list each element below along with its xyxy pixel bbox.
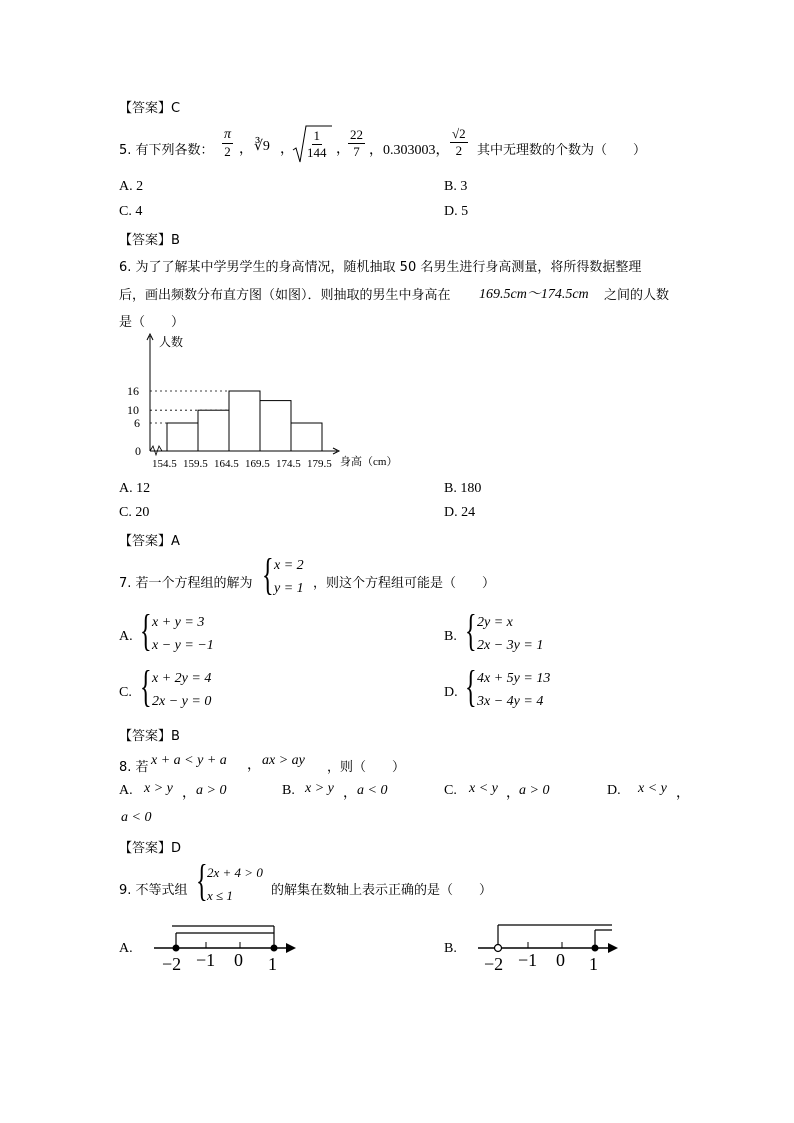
- q6-option-b[interactable]: B. 180: [444, 481, 482, 496]
- q8-option-b-c1[interactable]: x > y: [305, 781, 334, 796]
- sep: ，: [239, 142, 253, 157]
- q8-option-c-label[interactable]: C.: [444, 783, 457, 798]
- y-tick-label: 16: [127, 384, 139, 398]
- q6-option-d[interactable]: D. 24: [444, 505, 476, 520]
- q8-prefix: 8. 若: [119, 760, 149, 775]
- q8-option-a-c2[interactable]: a > 0: [196, 783, 227, 798]
- histogram-bar: [260, 401, 291, 451]
- sep: ，: [343, 786, 357, 801]
- q7-prefix: 7. 若一个方程组的解为: [119, 576, 253, 591]
- svg-text:−2: −2: [162, 954, 182, 974]
- answer-q7: 【答案】B: [119, 729, 180, 744]
- height-histogram: [115, 330, 415, 475]
- q8-suffix: ，则（ ）: [327, 760, 406, 775]
- x-tick-label: 164.5: [214, 458, 239, 470]
- svg-text:1: 1: [268, 954, 277, 974]
- answer-q4: 【答案】C: [119, 101, 181, 116]
- histogram-bar: [229, 391, 260, 451]
- cube-root-9: ∛9: [254, 139, 270, 154]
- q7-option-a-system[interactable]: { x + y = 3 x − y = −1: [140, 606, 214, 655]
- q8-option-b-label[interactable]: B.: [282, 783, 295, 798]
- q7-suffix: ，则这个方程组可能是（ ）: [313, 576, 496, 591]
- q8-option-a-c1[interactable]: x > y: [144, 781, 173, 796]
- x-tick-label: 179.5: [307, 458, 332, 470]
- q5-suffix: 其中无理数的个数为（ ）: [477, 143, 647, 158]
- y-tick-label: 0: [135, 444, 141, 458]
- svg-text:−2: −2: [484, 954, 504, 974]
- q9-option-a-label[interactable]: A.: [119, 941, 133, 956]
- histogram-bar: [291, 423, 322, 451]
- q9-option-b-number-line[interactable]: [474, 920, 624, 975]
- y-axis-label: 人数: [159, 335, 184, 349]
- q8-option-c-c2[interactable]: a > 0: [519, 783, 550, 798]
- q6-range: 169.5cm～174.5cm: [479, 287, 589, 302]
- sep: ，: [182, 786, 196, 801]
- y-tick-label: 6: [134, 416, 140, 430]
- x-tick-label: 154.5: [152, 458, 177, 470]
- x-axis-label: 身高（cm）: [340, 456, 398, 468]
- q7-option-d-system[interactable]: { 4x + 5y = 13 3x − 4y = 4: [465, 662, 551, 711]
- decimal-value: ，0.303003，: [369, 143, 450, 158]
- q8-option-d-label[interactable]: D.: [607, 783, 621, 798]
- sep: ，: [280, 142, 294, 157]
- q8-option-d-c1[interactable]: x < y: [638, 781, 667, 796]
- q9-prefix: 9. 不等式组: [119, 883, 188, 898]
- q6-line1: 6. 为了了解某中学男学生的身高情况，随机抽取 50 名男生进行身高测量，将所得数据整理: [119, 260, 642, 275]
- q9-option-b-label[interactable]: B.: [444, 941, 457, 956]
- q8-option-d-c2[interactable]: a < 0: [121, 810, 152, 825]
- frac-sqrt2-over-2: $\frac{√2}{2}$: [452, 126, 466, 158]
- histogram-bar: [167, 423, 198, 451]
- answer-q8: 【答案】D: [119, 841, 182, 856]
- q6-line3: 是（ ）: [119, 315, 185, 330]
- sep: ，: [506, 786, 520, 801]
- q7-option-b-system[interactable]: { 2y = x 2x − 3y = 1: [465, 606, 544, 655]
- svg-text:0: 0: [556, 950, 565, 970]
- q5-option-b[interactable]: B. 3: [444, 179, 468, 194]
- svg-text:−1: −1: [518, 950, 538, 970]
- q7-option-b-label[interactable]: B.: [444, 629, 457, 644]
- q6-line2-c: 之间的人数: [604, 288, 670, 303]
- q7-option-d-label[interactable]: D.: [444, 685, 458, 700]
- x-tick-label: 169.5: [245, 458, 270, 470]
- svg-text:−1: −1: [196, 950, 216, 970]
- q6-line2-a: 后，画出频数分布直方图（如图）．则抽取的男生中身高在: [119, 288, 451, 303]
- q8-option-a-label[interactable]: A.: [119, 783, 133, 798]
- histogram-bar: [198, 410, 229, 451]
- q9-suffix: 的解集在数轴上表示正确的是（ ）: [271, 883, 493, 898]
- frac-22-over-7: $\frac{22}{7}$: [350, 127, 363, 159]
- x-tick-label: 174.5: [276, 458, 301, 470]
- q7-option-c-system[interactable]: { x + 2y = 4 2x − y = 0: [140, 662, 212, 711]
- sep: ，: [676, 786, 690, 801]
- sep: ，: [247, 758, 261, 773]
- sep: ，: [336, 142, 350, 157]
- q7-option-c-label[interactable]: C.: [119, 685, 132, 700]
- q7-solution-system: { x = 2 y = 1: [262, 550, 304, 599]
- svg-text:1: 1: [589, 954, 598, 974]
- svg-text:0: 0: [234, 950, 243, 970]
- q6-option-a[interactable]: A. 12: [119, 481, 151, 496]
- x-tick-label: 159.5: [183, 458, 208, 470]
- q8-cond2: ax > ay: [262, 753, 305, 768]
- q6-option-c[interactable]: C. 20: [119, 505, 150, 520]
- q7-option-a-label[interactable]: A.: [119, 629, 133, 644]
- q9-option-a-number-line[interactable]: [150, 920, 300, 975]
- q8-option-c-c1[interactable]: x < y: [469, 781, 498, 796]
- q8-cond1: x + a < y + a: [151, 753, 227, 768]
- q8-option-b-c2[interactable]: a < 0: [357, 783, 388, 798]
- q9-inequality-system: { 2x + 4 > 0 x ≤ 1: [196, 856, 263, 905]
- q5-option-d[interactable]: D. 5: [444, 204, 469, 219]
- answer-q5: 【答案】B: [119, 233, 180, 248]
- q5-option-c[interactable]: C. 4: [119, 204, 143, 219]
- q5-option-a[interactable]: A. 2: [119, 179, 144, 194]
- q5-prefix: 5. 有下列各数：: [119, 143, 214, 158]
- frac-pi-over-2: $\frac{\pi}{2}$: [224, 127, 232, 159]
- y-tick-label: 10: [127, 403, 139, 418]
- answer-q6: 【答案】A: [119, 534, 180, 549]
